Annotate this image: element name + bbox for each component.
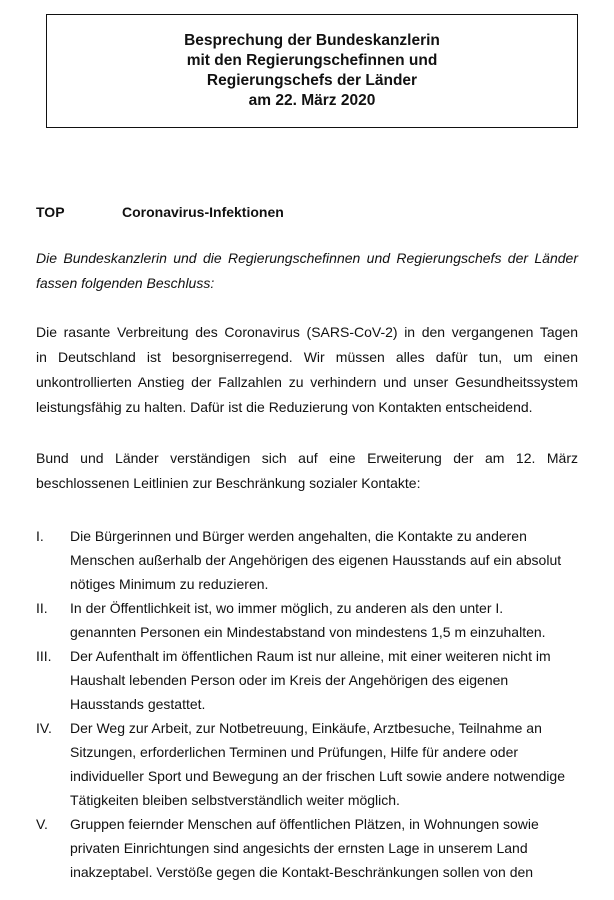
list-item-text xyxy=(70,644,578,716)
list-item xyxy=(36,596,578,644)
intro-paragraph xyxy=(36,246,578,296)
paragraph-spread xyxy=(36,320,578,420)
text-line: Gruppen feiernder Menschen auf öffentlichen Plätzen, in Wohnungen sowie xyxy=(70,816,539,832)
text-line: In der Öffentlichkeit ist, wo immer möglich, zu anderen als den unter I. xyxy=(70,600,504,616)
text-line: unkontrollierten Anstieg der Fallzahlen zu verhindern und unser Gesundheitssystem xyxy=(36,374,578,390)
text-line: genannten Personen ein Mindestabstand von mindestens 1,5 m einzuhalten. xyxy=(70,624,546,640)
text-line: beschlossenen Leitlinien zur Beschränkung sozialer Kontakte: xyxy=(36,475,421,491)
topic-label: TOP xyxy=(36,204,65,220)
text-line: in Deutschland ist besorgniserregend. Wir müssen alles dafür tun, um einen xyxy=(36,349,578,365)
text-line: Der Aufenthalt im öffentlichen Raum ist nur alleine, mit einer weiteren nicht im xyxy=(70,648,551,664)
title-box xyxy=(46,14,578,128)
text-line: Die rasante Verbreitung des Coronavirus (SARS-CoV-2) in den vergangenen Tagen xyxy=(36,324,578,340)
text-line: nötiges Minimum zu reduzieren. xyxy=(70,576,269,592)
measures-list xyxy=(36,524,578,884)
list-item xyxy=(36,524,578,596)
title-line: Regierungschefs der Länder xyxy=(206,72,418,89)
list-item-text xyxy=(70,716,578,812)
paragraph-agreement xyxy=(36,446,578,496)
list-item-text xyxy=(70,524,578,596)
text-line: Der Weg zur Arbeit, zur Notbetreuung, Einkäufe, Arztbesuche, Teilnahme an xyxy=(70,720,542,736)
list-item-number: V. xyxy=(36,816,48,832)
list-item-number: I. xyxy=(36,528,44,544)
text-line: fassen folgenden Beschluss: xyxy=(36,275,215,291)
text-line: Bund und Länder verständigen sich auf eine Erweiterung der am 12. März xyxy=(36,450,578,466)
text-line: individueller Sport und Bewegung an der frischen Luft sowie andere notwendige xyxy=(70,768,565,784)
text-line: Menschen außerhalb der Angehörigen des eigenen Hausstands auf ein absolut xyxy=(70,552,562,568)
text-line: inakzeptabel. Verstöße gegen die Kontakt-Beschränkungen sollen von den xyxy=(70,864,534,880)
list-item xyxy=(36,812,578,884)
topic-title: Coronavirus-Infektionen xyxy=(122,204,284,220)
list-item-text xyxy=(70,812,578,884)
text-line: Hausstands gestattet. xyxy=(70,696,206,712)
text-line: Haushalt lebenden Person oder im Kreis der Angehörigen des eigenen xyxy=(70,672,509,688)
title-line: Besprechung der Bundeskanzlerin xyxy=(184,32,440,49)
text-line: Die Bundeskanzlerin und die Regierungschefinnen und Regierungschefs der Länder xyxy=(36,250,578,266)
list-item-number: IV. xyxy=(36,720,52,736)
text-line: Die Bürgerinnen und Bürger werden angehalten, die Kontakte zu anderen xyxy=(70,528,527,544)
title-line: am 22. März 2020 xyxy=(248,92,376,109)
list-item xyxy=(36,716,578,812)
list-item-number: III. xyxy=(36,648,52,664)
text-line: Sitzungen, erforderlichen Terminen und Prüfungen, Hilfe für andere oder xyxy=(70,744,519,760)
title-line: mit den Regierungschefinnen und xyxy=(186,52,438,69)
text-line: leistungsfähig zu halten. Dafür ist die Reduzierung von Kontakten entscheidend. xyxy=(36,399,533,415)
list-item-text xyxy=(70,596,578,644)
list-item xyxy=(36,644,578,716)
list-item-number: II. xyxy=(36,600,48,616)
text-line: Tätigkeiten bleiben selbstverständlich weiter möglich. xyxy=(70,792,400,808)
text-line: privaten Einrichtungen sind angesichts der ernsten Lage in unserem Land xyxy=(70,840,528,856)
